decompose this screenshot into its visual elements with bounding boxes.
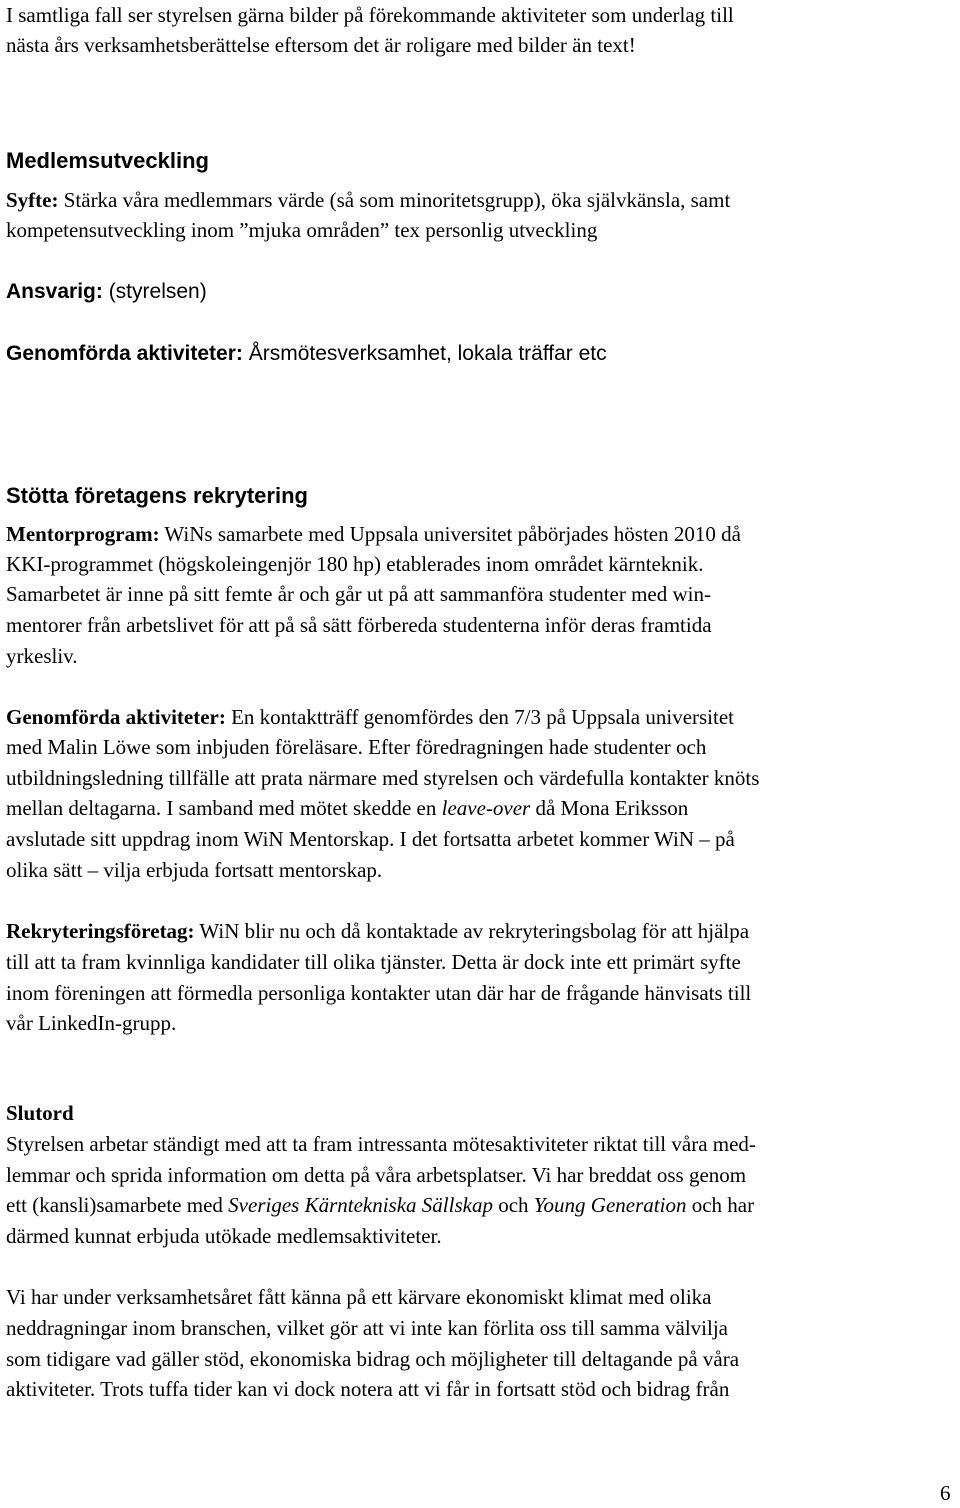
rekryteringsforetag-label: Rekryteringsföretag: (6, 919, 195, 943)
medlemsutveckling-heading: Medlemsutveckling (6, 148, 209, 173)
young-generation-name: Young Generation (533, 1193, 687, 1217)
rekrytering-heading: Stötta företagens rekrytering (6, 483, 308, 508)
genomforda-line-2 (6, 703, 734, 731)
syfte-text-1: Stärka våra medlemmars värde (så som minoritetsgrupp), öka självkänsla, samt (58, 188, 731, 212)
slutord-p1-line-4: därmed kunnat erbjuda utökade medlemsaktiviteter. (6, 1224, 442, 1248)
leave-over-text: leave-over (441, 796, 531, 820)
mentor-line-3: Samarbetet är inne på sitt femte år och går ut på att sammanföra studenter med win- (6, 582, 711, 606)
ansvarig-label: Ansvarig: (6, 280, 103, 303)
genomforda-line-6: avslutade sitt uppdrag inom WiN Mentorskap. I det fortsatta arbetet kommer WiN – på (6, 827, 735, 851)
slutord-p2-line-3: som tidigare vad gäller stöd, ekonomiska bidrag och möjligheter till deltagande på våra (6, 1347, 740, 1371)
rekryteringsforetag-line-1 (6, 917, 749, 945)
genomforda-label-1: Genomförda aktiviteter: (6, 342, 243, 365)
slutord-p1-line-3 (6, 1191, 754, 1219)
slutord-heading: Slutord (6, 1101, 74, 1125)
genomforda-line-3: med Malin Löwe som inbjuden föreläsare. Efter föredragningen hade studenter och (6, 735, 707, 759)
genomforda-text-5b: då Mona Eriksson (530, 796, 689, 820)
mentor-label: Mentorprogram: (6, 522, 160, 546)
mentor-line-4: mentorer från arbetslivet för att på så sätt förbereda studenterna inför deras framtida (6, 613, 712, 637)
syfte-line-2: kompetensutveckling inom ”mjuka områden” tex personlig utveckling (6, 218, 598, 242)
slutord-p2-line-4: aktiviteter. Trots tuffa tider kan vi dock notera att vi får in fortsatt stöd och bidrag från (6, 1377, 730, 1401)
genomforda-line-5 (6, 794, 688, 822)
slutord-p2-line-2: neddragningar inom branschen, vilket gör att vi inte kan förlita oss till samma välvilja (6, 1316, 728, 1340)
genomforda-label-2: Genomförda aktiviteter: (6, 705, 226, 729)
genomforda-line-4: utbildningsledning tillfälle att prata närmare med styrelsen och värdefulla kontakter knöts (6, 766, 760, 790)
rekryteringsforetag-line-4: vår LinkedIn-grupp. (6, 1011, 177, 1035)
rekryteringsforetag-text-1: WiN blir nu och då kontaktade av rekryteringsbolag för att hjälpa (194, 919, 750, 943)
rekryteringsforetag-line-2: till att ta fram kvinnliga kandidater till olika tjänster. Detta är dock inte ett primärt syfte (6, 950, 741, 974)
slutord-p1-line-1: Styrelsen arbetar ständigt med att ta fram intressanta mötesaktiviteter riktat till våra med- (6, 1132, 756, 1156)
ansvarig-value: (styrelsen) (102, 280, 207, 303)
intro-line-2: nästa års verksamhetsberättelse eftersom det är roligare med bilder än text! (6, 33, 636, 57)
genomforda-line-7: olika sätt – vilja erbjuda fortsatt mentorskap. (6, 858, 383, 882)
genomforda-text-5a: mellan deltagarna. I samband med mötet skedde en (6, 796, 442, 820)
genomforda-line-1 (6, 340, 607, 368)
slutord-p1-line-3c: och har (686, 1193, 755, 1217)
slutord-p1-line-2: lemmar och sprida information om detta på våra arbetsplatser. Vi har breddat oss genom (6, 1163, 747, 1187)
sks-name: Sveriges Kärntekniska Sällskap (228, 1193, 493, 1217)
rekryteringsforetag-line-3: inom föreningen att förmedla personliga kontakter utan där har de frågande hänvisats till (6, 981, 752, 1005)
slutord-p1-line-3a: ett (kansli)samarbete med (6, 1193, 229, 1217)
mentor-line-1 (6, 520, 741, 548)
page-number: 6 (940, 1481, 951, 1505)
genomforda-value-1: Årsmötesverksamhet, lokala träffar etc (242, 342, 607, 365)
mentor-line-5: yrkesliv. (6, 644, 78, 668)
genomforda-text-2: En kontaktträff genomfördes den 7/3 på Uppsala universitet (225, 705, 735, 729)
ansvarig-line (6, 278, 207, 306)
intro-line-1: I samtliga fall ser styrelsen gärna bilder på förekommande aktiviteter som underlag till (6, 3, 734, 27)
mentor-line-2: KKI-programmet (högskoleingenjör 180 hp) etablerades inom området kärnteknik. (6, 552, 704, 576)
slutord-p1-line-3b: och (492, 1193, 534, 1217)
syfte-line-1 (6, 186, 730, 214)
mentor-text-1: WiNs samarbete med Uppsala universitet påbörjades hösten 2010 då (159, 522, 741, 546)
slutord-p2-line-1: Vi har under verksamhetsåret fått känna på ett kärvare ekonomiskt klimat med olika (6, 1285, 712, 1309)
syfte-label: Syfte: (6, 188, 59, 212)
